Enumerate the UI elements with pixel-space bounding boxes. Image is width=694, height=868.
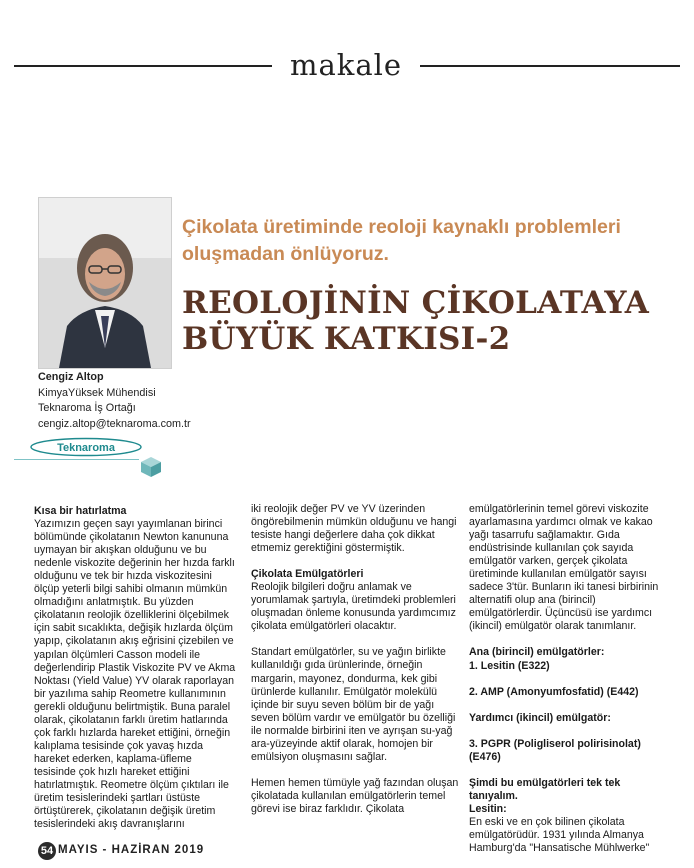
page-number: 54 <box>38 842 56 860</box>
paragraph-emulsifier-role: emülgatörlerinin temel görevi viskozite ayarlamasına yardımcı olmak ve kakao yağı tasarrufu sağlamaktır. Gıda endüstrisinde kullanılan çok sayıda emülgatör varken, gerçek çikolata üretiminde kullanılan emülgatör sayısı sadece 3'tür. Bunların iki tanesi birbirinin alternatifi olup ana (birincil) emülgatörlerdir. Üçüncüsü ise yardımcı (ikincil) emülgatör olarak tanımlanır. <box>469 503 659 633</box>
author-photo <box>38 197 172 369</box>
issue-date: MAYIS - HAZİRAN 2019 <box>58 844 205 856</box>
body-column-3 <box>469 503 669 868</box>
article-subtitle <box>182 214 652 268</box>
logo-text: Teknaroma <box>57 442 115 454</box>
author-name: Cengiz Altop <box>38 371 104 383</box>
author-portrait-icon <box>39 198 171 368</box>
subtitle-line-1: Çikolata üretiminde reoloji kaynaklı problemleri <box>182 216 621 238</box>
teknaroma-logo-icon <box>30 437 152 457</box>
body-column-2 <box>251 503 459 829</box>
author-company: Teknaroma İş Ortağı <box>38 402 136 414</box>
list-item-pgpr: 3. PGPR (Poligliserol polirisinolat) (E476) <box>469 737 641 763</box>
section-rule-left <box>14 65 272 67</box>
paragraph-lecithin: En eski ve en çok bilinen çikolata emülgatörüdür. 1931 yılında Almanya Hamburg'da "Hansatische Mühlwerke" <box>469 815 650 854</box>
section-rule-right <box>420 65 680 67</box>
heading-introduction: Şimdi bu emülgatörleri tek tek tanıyalım. <box>469 776 621 802</box>
section-header <box>14 46 680 86</box>
heading-secondary-emulsifier: Yardımcı (ikincil) emülgatör: <box>469 711 611 724</box>
paragraph-chocolate-emulsifiers: Hemen hemen tümüyle yağ fazından oluşan çikolatada kullanılan emülgatörlerin temel görevi ise biraz farklıdır. Çikolata <box>251 776 459 815</box>
heading-lecithin: Lesitin: <box>469 802 507 815</box>
heading-short-reminder: Kısa bir hatırlatma <box>34 505 127 517</box>
section-label: makale <box>289 48 403 82</box>
paragraph-reminder: Yazımızın geçen sayı yayımlanan birinci bölümünde çikolatanın Newton kanununa uymayan bir akışkan olduğunu ve bu nedenle viskozite değerinin her hızda farklı olduğunu ve tek bir hızda viskozitesini ölçüp yeterli bilgi sahibi olmanın mümkün olmadığını anlatmıştık. Bu yüzden çikolatanın reolojik özelliklerini ölçebilmek için sabit sıcaklıkta, değişik hızlarda ölçüm yapıp, çikolatanın akış eğrisini çizebilen ve yapılan ölçümleri Casson modeli ile değerlendirip Plastik Viskozite PV ve Akma Noktası (Yield Value) YV olarak raporlayan bir yazılıma sahip Reometre kullanımının gerekli olduğunu belirtmiştik. Buna paralel olarak, çikolatanın farklı üretim hatlarında çok farklı hızlarda hareket ettiğini, örneğin kalıplama tesisinde çok yavaş hızda hareket ederken, kaplama-üfleme tesisinde çok hızlı hareket ettiğini hatırlatmıştık. Reometre ölçüm çıktıları ile üretim tesislerindeki şartları üstüste örtüştürerek, çikolatanın değişik üretim tesislerindeki akış davranışlarını <box>34 518 236 831</box>
author-title: KimyaYüksek Mühendisi <box>38 386 156 399</box>
list-item-lecithin: 1. Lesitin (E322) <box>469 659 550 672</box>
author-info <box>38 370 298 432</box>
body-column-1 <box>34 505 236 844</box>
article-title <box>182 285 662 357</box>
author-divider <box>14 459 139 460</box>
heading-emulsifiers: Çikolata Emülgatörleri <box>251 568 364 581</box>
title-line-2: BÜYÜK KATKISI-2 <box>182 321 511 357</box>
title-line-1: REOLOJİNİN ÇİKOLATAYA <box>182 285 650 321</box>
paragraph-standard-emulsifiers: Standart emülgatörler, su ve yağın birlikte kullanıldığı gıda ürünlerinde, örneğin margarin, mayonez, dondurma, kek gibi ürünlerde kullanılır. Emülgatör molekülü içinde bir suyu seven bölüm bir de yağı seven bölüm vardır ve emülgatör bu özelliği ile normalde birbirini iten ve ayrışan su-yağ ara-yüzeyinde aktif olarak, homojen bir emülsiyon oluşmasını sağlar. <box>251 646 456 763</box>
heading-primary-emulsifiers: Ana (birincil) emülgatörler: <box>469 646 605 659</box>
author-email[interactable]: cengiz.altop@teknaroma.com.tr <box>38 417 191 430</box>
cube-icon <box>139 455 163 479</box>
list-item-amp: 2. AMP (Amonyumfosfatid) (E442) <box>469 685 639 698</box>
paragraph-continuation: iki reolojik değer PV ve YV üzerinden öngörebilmenin mümkün olduğunu ve hangi tesiste hangi değerlere daha çok dikkat etmemiz gerektiğini göstermiştik. <box>251 503 457 555</box>
paragraph-emulsifiers-intro: Reolojik bilgileri doğru anlamak ve yorumlamak şartıyla, üretimdeki problemleri oluşmadan önleme konusunda yardımcımız çikolata emülgatörleri olacaktır. <box>251 581 456 633</box>
subtitle-line-2: oluşmadan önlüyoruz. <box>182 243 389 265</box>
